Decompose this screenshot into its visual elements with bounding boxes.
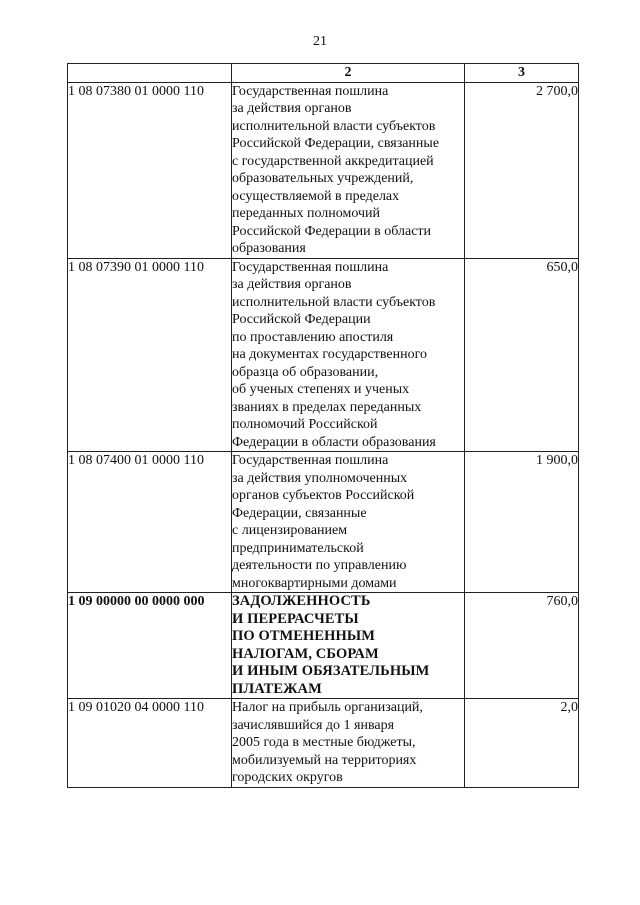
revenue-name-line: Российской Федерации в области (232, 223, 432, 239)
budget-code-cell: 1 08 07400 01 0000 110 (68, 452, 232, 593)
budget-revenue-table (67, 63, 579, 788)
revenue-name-cell (232, 82, 465, 258)
revenue-name-line: с лицензированием (232, 523, 348, 538)
amount-cell: 2 700,0 (465, 82, 579, 258)
revenue-name-line: ЗАДОЛЖЕННОСТЬ (232, 593, 371, 609)
budget-code-cell: 1 09 00000 00 0000 000 (68, 593, 232, 699)
table-row (68, 82, 579, 258)
table-row (68, 452, 579, 593)
revenue-name-line: Государственная пошлина (232, 83, 389, 99)
revenue-name-line: Российской Федерации, связанные (232, 136, 440, 151)
revenue-name-line: ПЛАТЕЖАМ (232, 680, 322, 697)
table-row (68, 258, 579, 452)
revenue-name-line: И ИНЫМ ОБЯЗАТЕЛЬНЫМ (232, 663, 430, 679)
revenue-name-line: образовательных учреждений, (232, 171, 414, 186)
budget-code-cell: 1 08 07390 01 0000 110 (68, 258, 232, 452)
revenue-name-line: органов субъектов Российской (232, 488, 415, 503)
revenue-name-line: переданных полномочий (232, 206, 381, 221)
revenue-name-line: Российской Федерации (232, 312, 371, 327)
revenue-name-line: мобилизуемый на территориях (232, 752, 417, 768)
revenue-name-line: по проставлению апостиля (232, 329, 394, 345)
revenue-name-line: зачислявшийся до 1 января (232, 717, 395, 733)
table-row (68, 593, 579, 699)
revenue-name-cell (232, 699, 465, 788)
header-cell-code (68, 64, 232, 83)
page-number: 21 (313, 34, 327, 49)
revenue-name-line: Федерации, связанные (232, 505, 367, 521)
revenue-name-line: деятельности по управлению (232, 558, 407, 573)
revenue-name-line: образования (232, 241, 306, 256)
revenue-name-line: НАЛОГАМ, СБОРАМ (232, 645, 379, 662)
revenue-name-line: на документах государственного (232, 347, 427, 362)
revenue-name-line: за действия органов (232, 277, 352, 292)
revenue-name-line: Федерации в области образования (232, 434, 436, 450)
amount-cell: 2,0 (465, 699, 579, 788)
table-header-row (68, 64, 579, 83)
table-row (68, 699, 579, 788)
revenue-name-line: ПО ОТМЕНЕННЫМ (232, 628, 376, 644)
budget-code-cell: 1 08 07380 01 0000 110 (68, 82, 232, 258)
revenue-name-line: Налог на прибыль организаций, (232, 700, 423, 715)
revenue-name-line: И ПЕРЕРАСЧЕТЫ (232, 610, 359, 627)
revenue-name-line: городских округов (232, 770, 343, 785)
revenue-name-line: 2005 года в местные бюджеты, (232, 735, 416, 750)
revenue-name-line: Государственная пошлина (232, 259, 389, 275)
budget-code-cell: 1 09 01020 04 0000 110 (68, 699, 232, 788)
revenue-name-cell (232, 452, 465, 593)
amount-cell: 760,0 (465, 593, 579, 699)
revenue-name-cell (232, 593, 465, 699)
table-body (68, 82, 579, 787)
revenue-name-line: исполнительной власти субъектов (232, 118, 436, 134)
revenue-name-line: за действия уполномоченных (232, 470, 408, 486)
revenue-name-line: за действия органов (232, 101, 352, 116)
revenue-name-line: полномочий Российской (232, 417, 378, 432)
header-cell-name: 2 (232, 64, 465, 83)
revenue-name-line: исполнительной власти субъектов (232, 294, 436, 310)
revenue-name-line: предпринимательской (232, 540, 364, 556)
revenue-name-line: об ученых степенях и ученых (232, 382, 410, 397)
revenue-name-line: званиях в пределах переданных (232, 399, 422, 415)
revenue-name-line: осуществляемой в пределах (232, 188, 400, 204)
amount-cell: 1 900,0 (465, 452, 579, 593)
revenue-name-line: Государственная пошлина (232, 453, 389, 468)
amount-cell: 650,0 (465, 258, 579, 452)
revenue-name-line: образца об образовании, (232, 364, 379, 380)
revenue-name-line: многоквартирными домами (232, 575, 397, 591)
header-cell-amount: 3 (465, 64, 579, 83)
revenue-name-line: с государственной аккредитацией (232, 153, 434, 169)
revenue-name-cell (232, 258, 465, 452)
